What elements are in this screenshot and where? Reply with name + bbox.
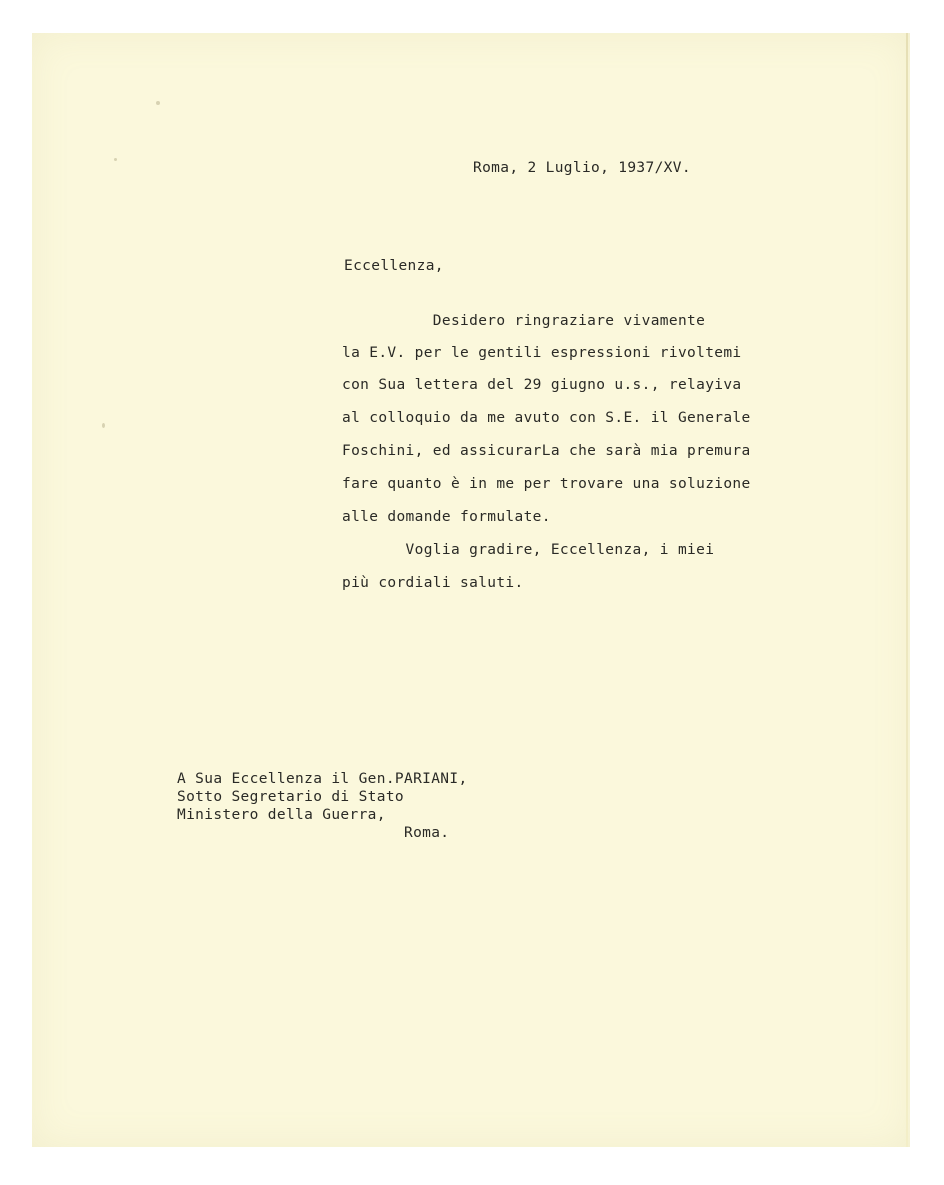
body-line: alle domande formulate. [342,509,551,525]
address-line: A Sua Eccellenza il Gen.PARIANI, [177,771,468,787]
letter-page [32,33,910,1147]
body-line: Foschini, ed assicurarLa che sarà mia premura [342,443,751,459]
body-line: al colloquio da me avuto con S.E. il Generale [342,410,751,426]
body-line: con Sua lettera del 29 giugno u.s., relayiva [342,377,742,393]
paper-mark [102,423,105,428]
body-line: Voglia gradire, Eccellenza, i miei [342,542,715,558]
letter-salutation: Eccellenza, [344,258,444,274]
body-line: la E.V. per le gentili espressioni rivoltemi [342,345,742,361]
body-line: più cordiali saluti. [342,575,524,591]
body-line: fare quanto è in me per trovare una soluzione [342,476,751,492]
address-line: Roma. [177,825,450,841]
body-line: Desidero ringraziare vivamente [342,313,706,329]
address-line: Sotto Segretario di Stato [177,789,404,805]
address-line: Ministero della Guerra, [177,807,386,823]
letter-date: Roma, 2 Luglio, 1937/XV. [473,160,691,176]
paper-mark [114,158,117,161]
paper-mark [156,101,160,105]
